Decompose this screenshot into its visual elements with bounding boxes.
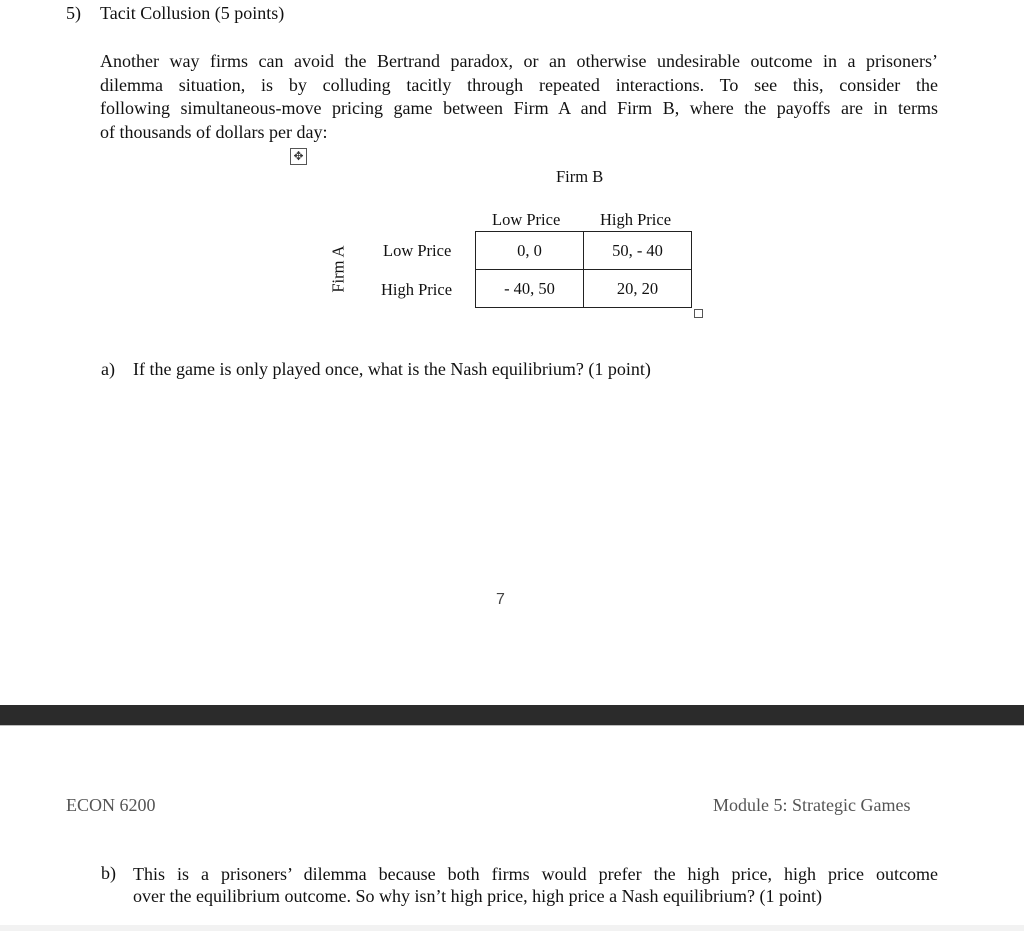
column-header-high-price: High Price bbox=[600, 210, 672, 229]
table-row bbox=[476, 270, 692, 308]
paragraph-line: of thousands of dollars per day: bbox=[100, 121, 328, 142]
header-course-code: ECON 6200 bbox=[66, 795, 156, 815]
table-resize-handle[interactable] bbox=[694, 309, 703, 318]
table-row bbox=[476, 232, 692, 270]
page-break-line bbox=[0, 725, 1024, 726]
page-bottom-edge bbox=[0, 925, 1024, 931]
column-player-label: Firm B bbox=[556, 167, 604, 186]
row-header-high-price: High Price bbox=[381, 280, 453, 299]
question-paragraph bbox=[100, 50, 938, 144]
part-a-label: a) bbox=[101, 359, 115, 379]
question-number: 5) bbox=[66, 3, 81, 23]
paragraph-line: Another way firms can avoid the Bertrand paradox, or an otherwise undesirable outcome in a prisoners’ bbox=[100, 51, 938, 71]
part-b-line: over the equilibrium outcome. So why isn’t high price, high price a Nash equilibrium? (1 point) bbox=[133, 886, 823, 906]
payoff-cell: 20, 20 bbox=[584, 270, 692, 308]
page-break-divider bbox=[0, 705, 1024, 725]
move-anchor-icon[interactable]: ✥ bbox=[290, 148, 307, 165]
row-player-label: Firm A bbox=[329, 245, 349, 293]
column-header-low-price: Low Price bbox=[492, 210, 561, 229]
row-header-low-price: Low Price bbox=[383, 241, 452, 260]
part-b-label: b) bbox=[101, 863, 116, 883]
part-b-text bbox=[133, 863, 938, 907]
header-module-title: Module 5: Strategic Games bbox=[713, 795, 911, 815]
payoff-matrix bbox=[475, 231, 692, 308]
question-title: Tacit Collusion (5 points) bbox=[100, 3, 285, 23]
payoff-cell: 0, 0 bbox=[476, 232, 584, 270]
payoff-cell: - 40, 50 bbox=[476, 270, 584, 308]
part-b-line: This is a prisoners’ dilemma because both firms would prefer the high price, high price outcome bbox=[133, 864, 938, 884]
paragraph-line: dilemma situation, is by colluding tacitly through repeated interactions. To see this, consider the bbox=[100, 74, 938, 95]
payoff-cell: 50, - 40 bbox=[584, 232, 692, 270]
paragraph-line: following simultaneous-move pricing game between Firm A and Firm B, where the payoffs are in terms bbox=[100, 98, 938, 118]
page-number: 7 bbox=[496, 591, 505, 608]
part-a-text: If the game is only played once, what is the Nash equilibrium? (1 point) bbox=[133, 359, 651, 379]
